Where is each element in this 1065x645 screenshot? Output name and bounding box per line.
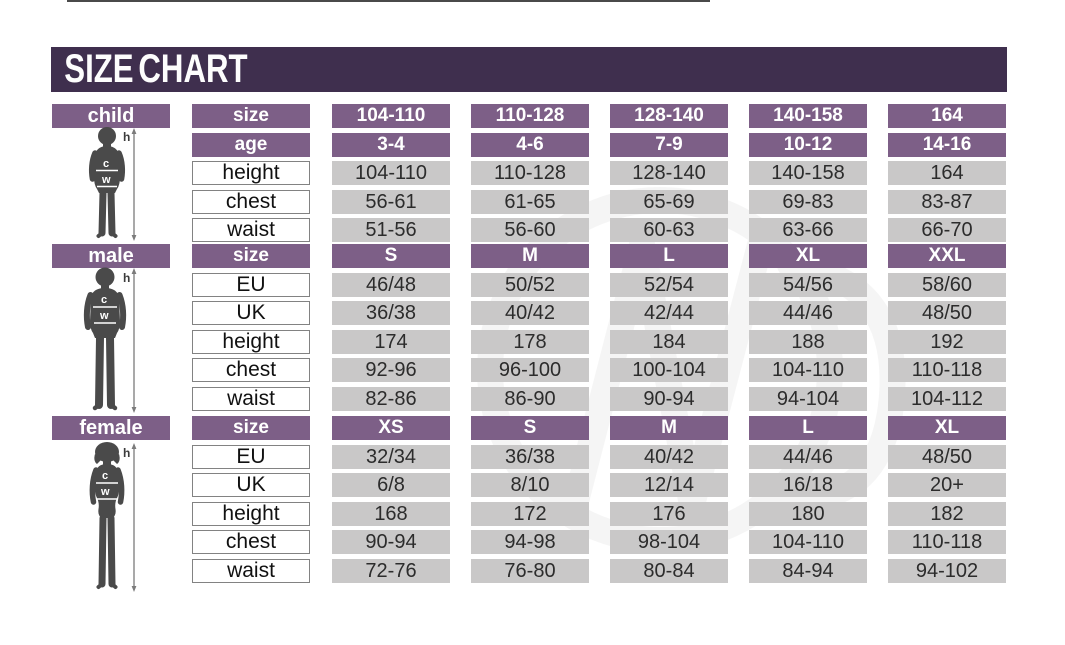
height-letter: h	[123, 130, 131, 144]
value-cell: 44/46	[749, 301, 867, 325]
value-cell: M	[471, 244, 589, 268]
row-label-waist: waist	[192, 559, 310, 583]
row-label-waist: waist	[192, 387, 310, 411]
row-label-EU: EU	[192, 273, 310, 297]
value-cell: 40/42	[471, 301, 589, 325]
value-cell: 65-69	[610, 190, 728, 214]
value-cell: 110-118	[888, 530, 1006, 554]
row-label-UK: UK	[192, 473, 310, 497]
value-cell: XL	[888, 416, 1006, 440]
row-label-height: height	[192, 161, 310, 185]
value-cell: 69-83	[749, 190, 867, 214]
row-label-size: size	[192, 416, 310, 440]
value-cell: 6/8	[332, 473, 450, 497]
value-cell: 98-104	[610, 530, 728, 554]
value-cell: 104-110	[749, 358, 867, 382]
value-cell: 128-140	[610, 104, 728, 128]
row-label-size: size	[192, 104, 310, 128]
value-cell: 164	[888, 161, 1006, 185]
value-cell: 16/18	[749, 473, 867, 497]
female-figure-icon	[77, 441, 147, 593]
chest-letter: c	[102, 470, 109, 482]
waist-letter: w	[101, 486, 110, 498]
value-cell: 36/38	[332, 301, 450, 325]
value-cell: 46/48	[332, 273, 450, 297]
row-label-EU: EU	[192, 445, 310, 469]
section-label-child: child	[52, 104, 170, 128]
value-cell: 192	[888, 330, 1006, 354]
value-cell: 76-80	[471, 559, 589, 583]
value-cell: L	[610, 244, 728, 268]
value-cell: 50/52	[471, 273, 589, 297]
value-cell: 14-16	[888, 133, 1006, 157]
section-label-female: female	[52, 416, 170, 440]
value-cell: 90-94	[332, 530, 450, 554]
value-cell: 176	[610, 502, 728, 526]
value-cell: 182	[888, 502, 1006, 526]
value-cell: 96-100	[471, 358, 589, 382]
value-cell: 44/46	[749, 445, 867, 469]
value-cell: 104-110	[332, 104, 450, 128]
section-label-male: male	[52, 244, 170, 268]
male-figure-icon	[74, 267, 146, 413]
page-title: SIZE CHART	[64, 47, 248, 91]
value-cell: 56-60	[471, 218, 589, 242]
child-figure-icon	[78, 127, 144, 241]
value-cell: 52/54	[610, 273, 728, 297]
value-cell: 42/44	[610, 301, 728, 325]
top-edge-line	[67, 0, 710, 2]
value-cell: 110-128	[471, 161, 589, 185]
value-cell: 104-110	[332, 161, 450, 185]
value-cell: L	[749, 416, 867, 440]
value-cell: 180	[749, 502, 867, 526]
value-cell: 110-118	[888, 358, 1006, 382]
value-cell: 94-104	[749, 387, 867, 411]
value-cell: S	[332, 244, 450, 268]
height-letter: h	[123, 271, 131, 285]
value-cell: 10-12	[749, 133, 867, 157]
value-cell: 168	[332, 502, 450, 526]
value-cell: XXL	[888, 244, 1006, 268]
row-label-UK: UK	[192, 301, 310, 325]
value-cell: 140-158	[749, 161, 867, 185]
value-cell: 184	[610, 330, 728, 354]
value-cell: M	[610, 416, 728, 440]
value-cell: 51-56	[332, 218, 450, 242]
row-label-chest: chest	[192, 358, 310, 382]
value-cell: 104-110	[749, 530, 867, 554]
value-cell: 84-94	[749, 559, 867, 583]
value-cell: 32/34	[332, 445, 450, 469]
value-cell: 56-61	[332, 190, 450, 214]
value-cell: 82-86	[332, 387, 450, 411]
value-cell: 40/42	[610, 445, 728, 469]
row-label-height: height	[192, 502, 310, 526]
chest-letter: c	[103, 158, 110, 170]
value-cell: 110-128	[471, 104, 589, 128]
waist-letter: w	[102, 174, 111, 186]
value-cell: 8/10	[471, 473, 589, 497]
value-cell: 174	[332, 330, 450, 354]
row-label-height: height	[192, 330, 310, 354]
value-cell: 80-84	[610, 559, 728, 583]
value-cell: 104-112	[888, 387, 1006, 411]
value-cell: 60-63	[610, 218, 728, 242]
value-cell: S	[471, 416, 589, 440]
value-cell: 92-96	[332, 358, 450, 382]
value-cell: 4-6	[471, 133, 589, 157]
chest-letter: c	[101, 294, 108, 306]
value-cell: 72-76	[332, 559, 450, 583]
value-cell: 94-98	[471, 530, 589, 554]
value-cell: XL	[749, 244, 867, 268]
value-cell: 3-4	[332, 133, 450, 157]
value-cell: 66-70	[888, 218, 1006, 242]
value-cell: 164	[888, 104, 1006, 128]
value-cell: 100-104	[610, 358, 728, 382]
row-label-waist: waist	[192, 218, 310, 242]
value-cell: 12/14	[610, 473, 728, 497]
value-cell: 178	[471, 330, 589, 354]
value-cell: 61-65	[471, 190, 589, 214]
value-cell: 36/38	[471, 445, 589, 469]
row-label-chest: chest	[192, 190, 310, 214]
value-cell: 48/50	[888, 301, 1006, 325]
value-cell: 7-9	[610, 133, 728, 157]
value-cell: XS	[332, 416, 450, 440]
value-cell: 128-140	[610, 161, 728, 185]
title-bar	[51, 47, 1007, 92]
row-label-chest: chest	[192, 530, 310, 554]
value-cell: 83-87	[888, 190, 1006, 214]
row-label-age: age	[192, 133, 310, 157]
value-cell: 86-90	[471, 387, 589, 411]
value-cell: 54/56	[749, 273, 867, 297]
value-cell: 172	[471, 502, 589, 526]
row-label-size: size	[192, 244, 310, 268]
waist-letter: w	[100, 310, 109, 322]
value-cell: 58/60	[888, 273, 1006, 297]
value-cell: 188	[749, 330, 867, 354]
value-cell: 90-94	[610, 387, 728, 411]
value-cell: 94-102	[888, 559, 1006, 583]
value-cell: 63-66	[749, 218, 867, 242]
value-cell: 20+	[888, 473, 1006, 497]
value-cell: 48/50	[888, 445, 1006, 469]
value-cell: 140-158	[749, 104, 867, 128]
height-letter: h	[123, 446, 131, 460]
